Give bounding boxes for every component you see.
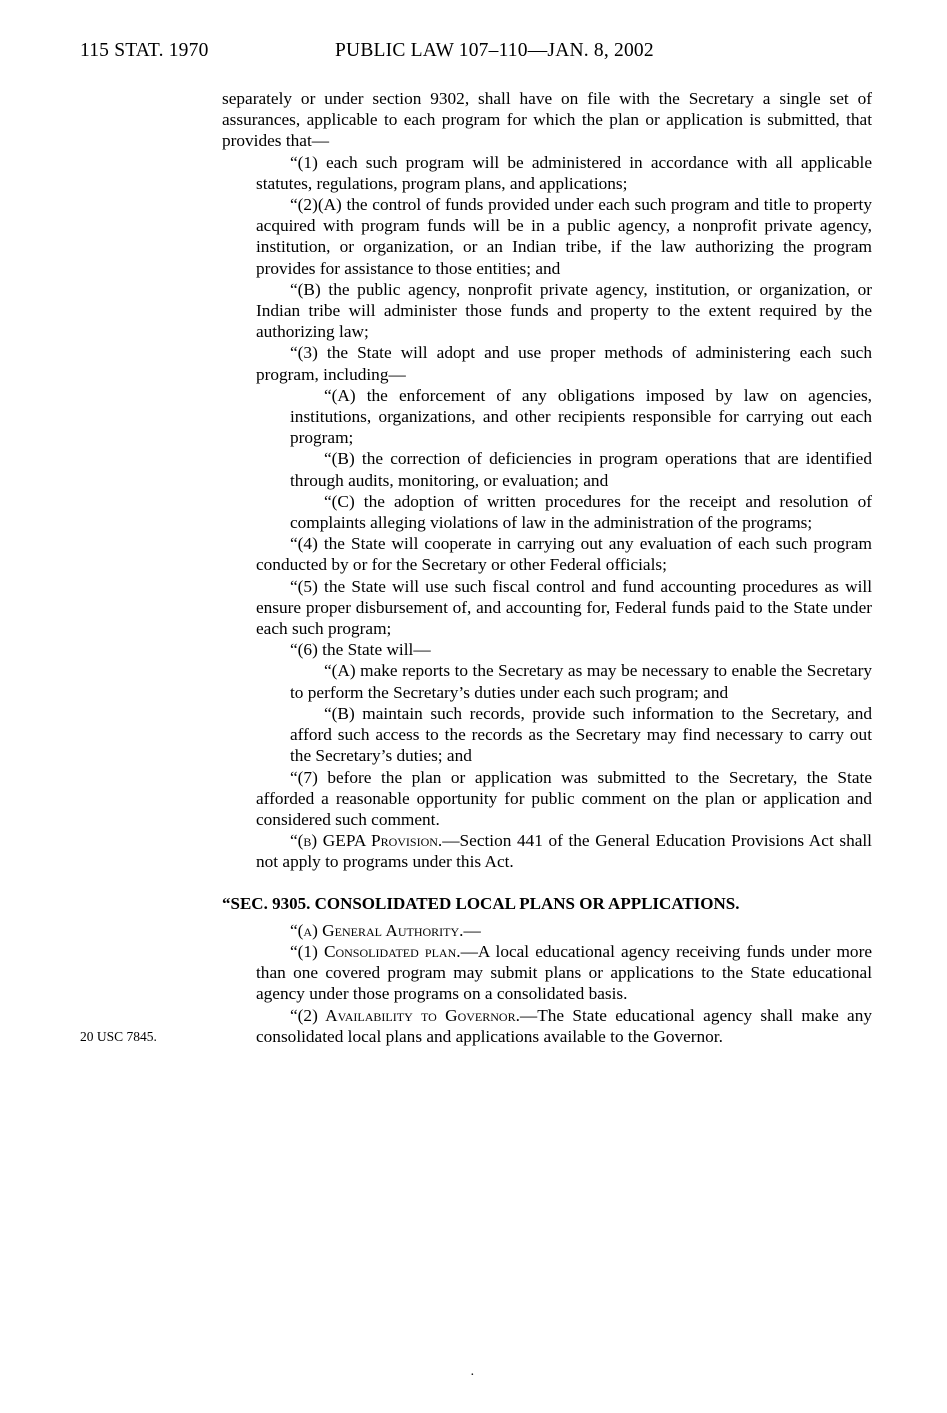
paragraph-6: “(6) the State will— — [290, 640, 431, 660]
paragraph-5: “(5) the State will use such fiscal control and fund accounting procedures as will ensure proper disbursement of, and accounting for, Federal funds paid to the State under each such program; — [256, 576, 872, 639]
paragraph-4: “(4) the State will cooperate in carrying out any evaluation of each such program conducted by or for the Secretary or other Federal officials; — [256, 534, 872, 575]
footer-mark: · — [470, 1368, 475, 1383]
header-law-title: PUBLIC LAW 107–110—JAN. 8, 2002 — [335, 40, 654, 61]
paragraph-2b: “(B) the public agency, nonprofit private agency, institution, or organization, or Indian tribe will administer those funds and property to the extent required by the authorizing law; — [256, 279, 872, 342]
paragraph-intro: separately or under section 9302, shall have on file with the Secretary a single set of assurances, applicable to each program for which the plan or application is submitted, that provides that— — [222, 89, 872, 151]
gepa-text: Section 441 of the General Education Provisions Act shall not apply to programs under this Act. — [256, 831, 872, 872]
paragraph-3b: “(B) the correction of deficiencies in program operations that are identified through audits, monitoring, or evaluation; and — [290, 449, 872, 490]
paragraph-3c: “(C) the adoption of written procedures for the receipt and resolution of complaints alleging violations of law in the administration of the programs; — [290, 491, 872, 533]
paragraph-3a: “(A) the enforcement of any obligations imposed by law on agencies, institutions, organizations, and other recipients responsible for carrying out each program; — [290, 385, 872, 448]
subsection-a2-text: The State educational agency shall make any consolidated local plans and applications available to the Governor. — [256, 1005, 872, 1046]
paragraph-3: “(3) the State will adopt and use proper methods of administering each such program, including— — [256, 343, 872, 384]
subsection-a2 — [256, 1005, 872, 1047]
subsection-a1-text: A local educational agency receiving funds under more than one covered program may submit plans or applications to the State educational agency under those programs on a consolidated basis. — [256, 941, 872, 1004]
subsection-a — [256, 920, 872, 941]
header-stat-number: 115 STAT. 1970 — [80, 40, 209, 61]
subsection-a-lead: “(a) General Authority.— — [290, 920, 481, 940]
paragraph-gepa — [256, 830, 872, 872]
paragraph-1: “(1) each such program will be administered in accordance with all applicable statutes, regulations, program plans, and applications; — [256, 152, 872, 193]
marginal-note-usc: 20 USC 7845. — [80, 1029, 157, 1044]
subsection-a1-lead: “(1) Consolidated plan.— — [290, 941, 478, 961]
paragraph-7: “(7) before the plan or application was submitted to the Secretary, the State afforded a reasonable opportunity for public comment on the plan or application and considered such comment. — [256, 767, 872, 829]
gepa-lead: “(b) GEPA Provision.— — [290, 831, 460, 851]
paragraph-2a: “(2)(A) the control of funds provided under each such program and title to property acquired with program funds will be in a public agency, a nonprofit private agency, institution, or organization, or an Indian tribe, if the law authorizing the program provides for assistance to those entities; and — [256, 195, 872, 278]
paragraph-6b: “(B) maintain such records, provide such information to the Secretary, and afford such access to the records as the Secretary may find necessary to carry out the Secretary’s duties; and — [290, 703, 872, 766]
paragraph-6a: “(A) make reports to the Secretary as may be necessary to enable the Secretary to perform the Secretary’s duties under each such program; and — [290, 661, 872, 702]
subsection-a1 — [256, 941, 872, 1005]
subsection-a2-lead: “(2) Availability to Governor.— — [290, 1005, 538, 1025]
section-heading-9305: “SEC. 9305. CONSOLIDATED LOCAL PLANS OR APPLICATIONS. — [222, 893, 740, 913]
body-column — [222, 88, 872, 1047]
